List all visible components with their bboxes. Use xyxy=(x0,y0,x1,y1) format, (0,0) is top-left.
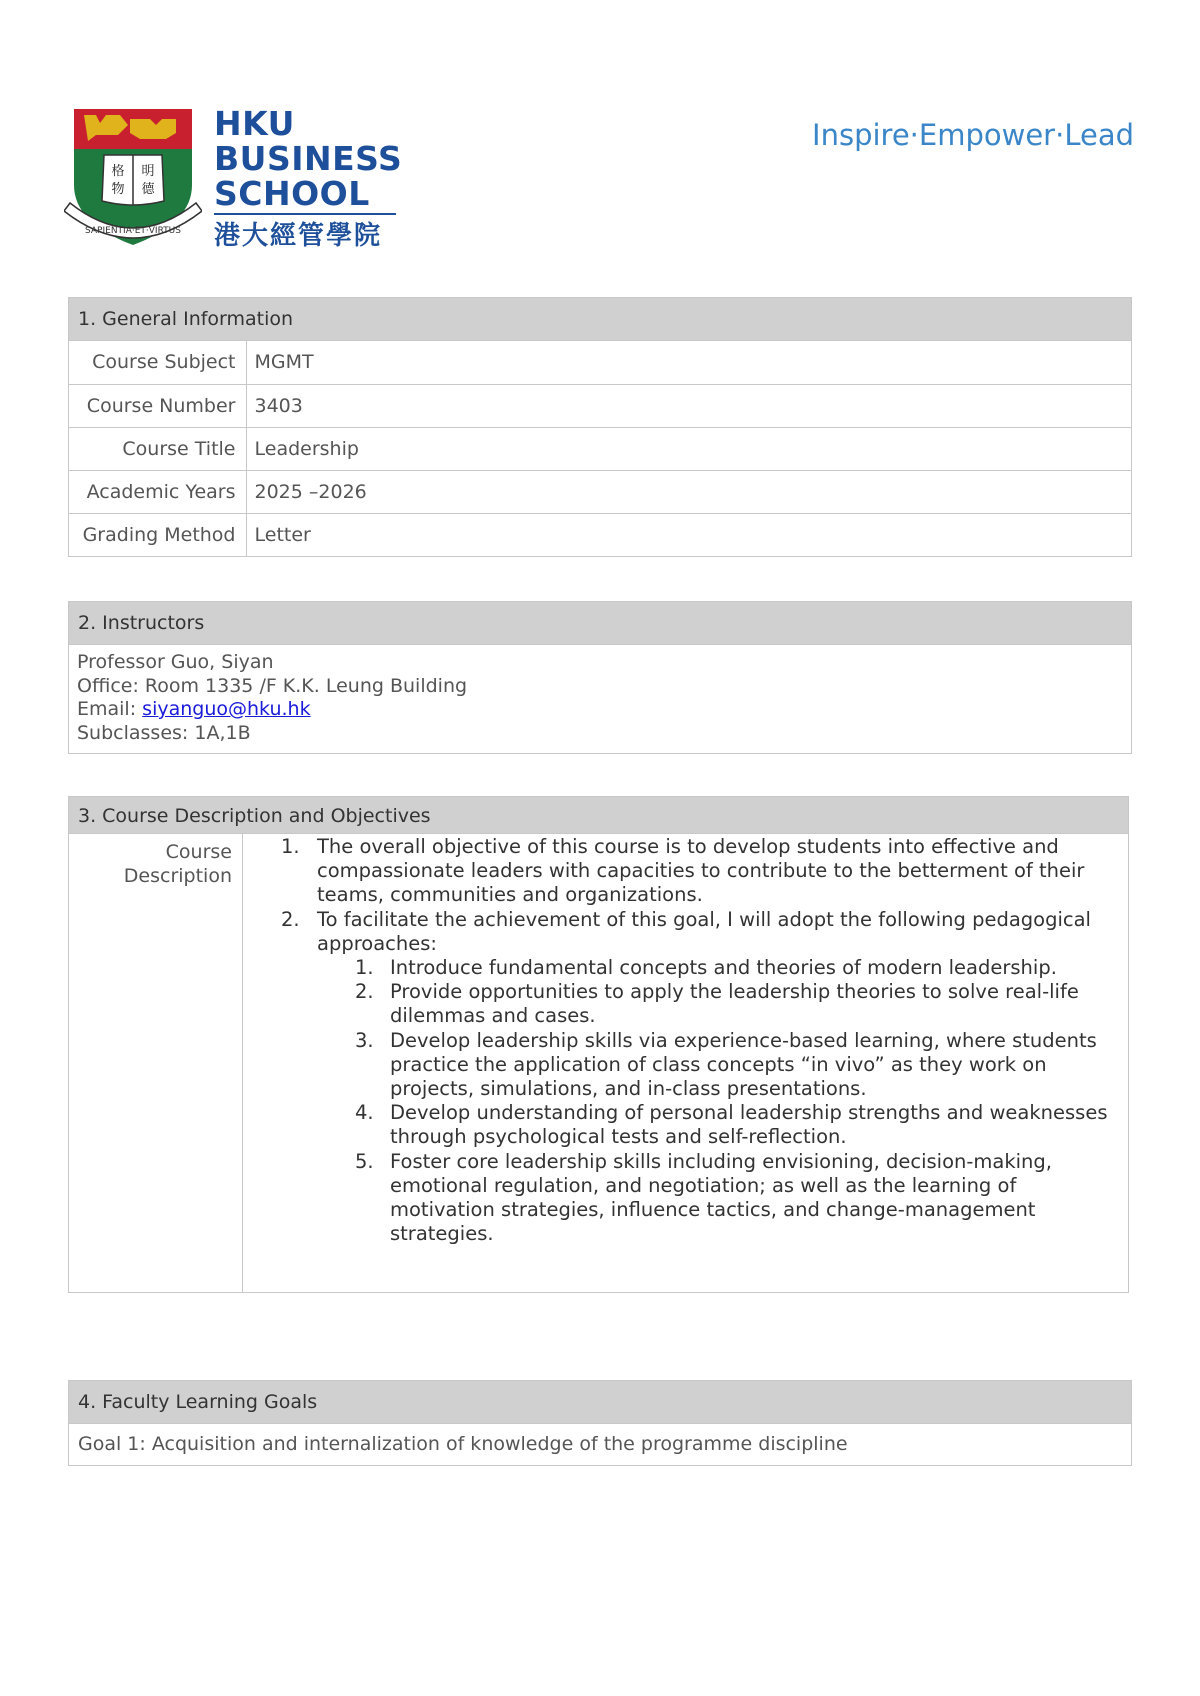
instructor-details xyxy=(69,645,1131,753)
table-row xyxy=(69,427,1131,470)
field-label: Course Subject xyxy=(69,341,246,384)
list-item-text: To facilitate the achievement of this goal, I will adopt the following pedagogical approaches: xyxy=(317,907,1091,955)
list-number: 4. xyxy=(355,1101,374,1125)
table-row xyxy=(69,341,1131,384)
svg-text:物: 物 xyxy=(111,182,125,197)
list-item-text: Develop understanding of personal leadership strengths and weaknesses through psychological tests and self-reflection. xyxy=(390,1101,1108,1149)
instructor-email-line xyxy=(77,698,1123,722)
field-label: Course Title xyxy=(69,427,246,470)
instructor-subclasses: Subclasses: 1A,1B xyxy=(77,721,251,744)
instructor-office: Office: Room 1335 /F K.K. Leung Building xyxy=(77,674,468,697)
field-label: Academic Years xyxy=(69,470,246,513)
list-item-text: The overall objective of this course is to develop students into effective and compassionate leaders with capacities to contribute to the betterment of their teams, communities and organizations. xyxy=(317,835,1085,907)
svg-text:格: 格 xyxy=(111,164,125,179)
list-item xyxy=(243,1150,1118,1247)
list-number: 3. xyxy=(355,1028,374,1052)
field-value: Leadership xyxy=(246,427,1131,470)
instructor-name: Professor Guo, Siyan xyxy=(77,651,274,673)
brand-wordmark xyxy=(214,106,402,251)
brand-line-2: BUSINESS xyxy=(214,139,403,178)
instructors-section xyxy=(68,601,1132,754)
section-heading: 3. Course Description and Objectives xyxy=(69,797,1128,834)
page-header xyxy=(64,100,1134,260)
label-line: Course xyxy=(165,841,232,863)
svg-text:明: 明 xyxy=(141,164,155,179)
field-label: Course Number xyxy=(69,384,246,427)
approaches-sublist xyxy=(243,956,1118,1246)
list-item xyxy=(243,835,1118,908)
faculty-learning-goals-section xyxy=(68,1380,1132,1466)
label-line: Description xyxy=(123,865,232,887)
brand-line-1: HKU xyxy=(214,104,295,143)
field-value: Letter xyxy=(246,513,1131,556)
field-value: 2025 –2026 xyxy=(246,470,1131,513)
general-info-table xyxy=(69,341,1131,556)
tagline: Inspire·Empower·Lead xyxy=(812,118,1134,152)
svg-text:德: 德 xyxy=(141,182,155,197)
email-label: Email: xyxy=(77,698,137,720)
section-heading: 4. Faculty Learning Goals xyxy=(69,1381,1131,1424)
list-number: 2. xyxy=(355,980,374,1004)
list-item xyxy=(243,980,1118,1028)
table-row xyxy=(69,470,1131,513)
table-row xyxy=(69,513,1131,556)
field-label: Grading Method xyxy=(69,513,246,556)
list-item-text: Foster core leadership skills including envisioning, decision-making, emotional regulation, and negotiation; as well as the learning of motivation strategies, influence tactics, and change-management strategies. xyxy=(390,1149,1052,1246)
section-heading: 2. Instructors xyxy=(69,602,1131,645)
instructor-email-link[interactable]: siyanguo@hku.hk xyxy=(142,698,311,720)
list-number: 2. xyxy=(281,907,300,931)
course-description-label xyxy=(69,834,243,1292)
course-description-row xyxy=(69,834,1128,1292)
list-item-text: Introduce fundamental concepts and theories of modern leadership. xyxy=(390,956,1057,980)
field-value: MGMT xyxy=(254,351,314,374)
brand-line-3: SCHOOL xyxy=(214,174,370,213)
list-item-text: Provide opportunities to apply the leadership theories to solve real-life dilemmas and cases. xyxy=(390,980,1079,1028)
list-number: 5. xyxy=(355,1149,374,1173)
crest-motto: SAPIENTIA·ET·VIRTUS xyxy=(85,226,181,236)
list-item xyxy=(243,1029,1118,1102)
objectives-list xyxy=(243,835,1118,1246)
course-description-section xyxy=(68,796,1129,1293)
field-value: 3403 xyxy=(246,384,1131,427)
brand-chinese-name: 港大經管學院 xyxy=(214,221,383,251)
table-row xyxy=(69,384,1131,427)
learning-goal-1: Goal 1: Acquisition and internalization of knowledge of the programme discipline xyxy=(78,1433,848,1455)
section-heading: 1. General Information xyxy=(69,298,1131,341)
brand-divider xyxy=(214,213,396,215)
list-item xyxy=(243,1101,1118,1149)
general-information-section xyxy=(68,297,1132,557)
list-number: 1. xyxy=(281,835,300,858)
course-description-content xyxy=(243,834,1128,1292)
list-item xyxy=(243,908,1118,1247)
list-item-text: Develop leadership skills via experience-based learning, where students practice the application of class concepts “in vivo” as they work on projects, simulations, and in-class presentations. xyxy=(390,1028,1097,1101)
hku-crest-icon xyxy=(64,105,202,255)
list-number: 1. xyxy=(355,956,374,980)
list-item xyxy=(243,956,1118,980)
